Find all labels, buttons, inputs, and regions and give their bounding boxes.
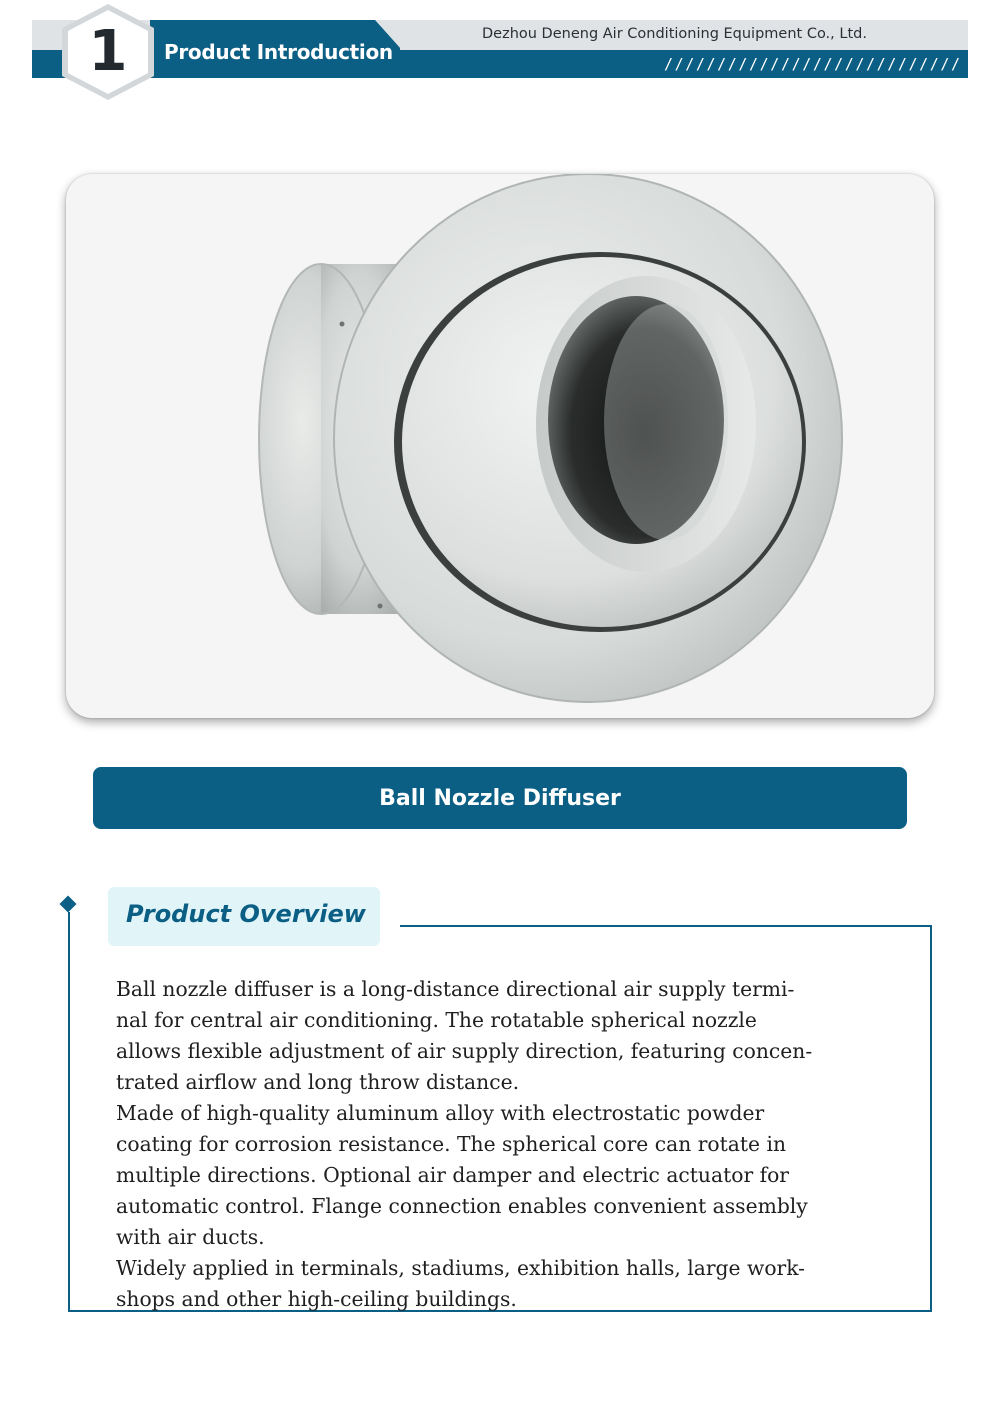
- overview-line: allows flexible adjustment of air supply direction, featuring concen-: [116, 1039, 813, 1063]
- overview-line: Widely applied in terminals, stadiums, exhibition halls, large work-: [116, 1256, 806, 1280]
- ball-nozzle-diffuser-image: [66, 174, 934, 718]
- product-name-banner: [93, 767, 907, 829]
- overview-border-top: [400, 925, 932, 927]
- diamond-marker-icon: [60, 896, 77, 913]
- section-title: Product Introduction: [164, 40, 393, 64]
- overview-line: nal for central air conditioning. The rotatable spherical nozzle: [116, 1008, 757, 1032]
- overview-line: Ball nozzle diffuser is a long-distance directional air supply termi-: [116, 977, 795, 1001]
- overview-border-right: [930, 925, 932, 1312]
- overview-line: coating for corrosion resistance. The spherical core can rotate in: [116, 1132, 787, 1156]
- product-name: Ball Nozzle Diffuser: [379, 785, 621, 811]
- overview-title: Product Overview: [126, 900, 366, 928]
- overview-line: multiple directions. Optional air damper and electric actuator for: [116, 1163, 790, 1187]
- overview-line: shops and other high-ceiling buildings.: [116, 1287, 517, 1311]
- overview-line: automatic control. Flange connection enables convenient assembly: [116, 1194, 808, 1218]
- product-image-card: [66, 174, 934, 718]
- overview-border-left: [68, 912, 70, 1312]
- section-number: 1: [88, 19, 128, 84]
- company-name: Dezhou Deneng Air Conditioning Equipment Co., Ltd.: [482, 26, 867, 42]
- overview-text: [116, 974, 892, 1315]
- decorative-slashes: ////////////////////////////: [664, 55, 962, 73]
- overview-line: with air ducts.: [116, 1225, 265, 1249]
- overview-line: trated airflow and long throw distance.: [116, 1070, 520, 1094]
- overview-line: Made of high-quality aluminum alloy with electrostatic powder: [116, 1101, 765, 1125]
